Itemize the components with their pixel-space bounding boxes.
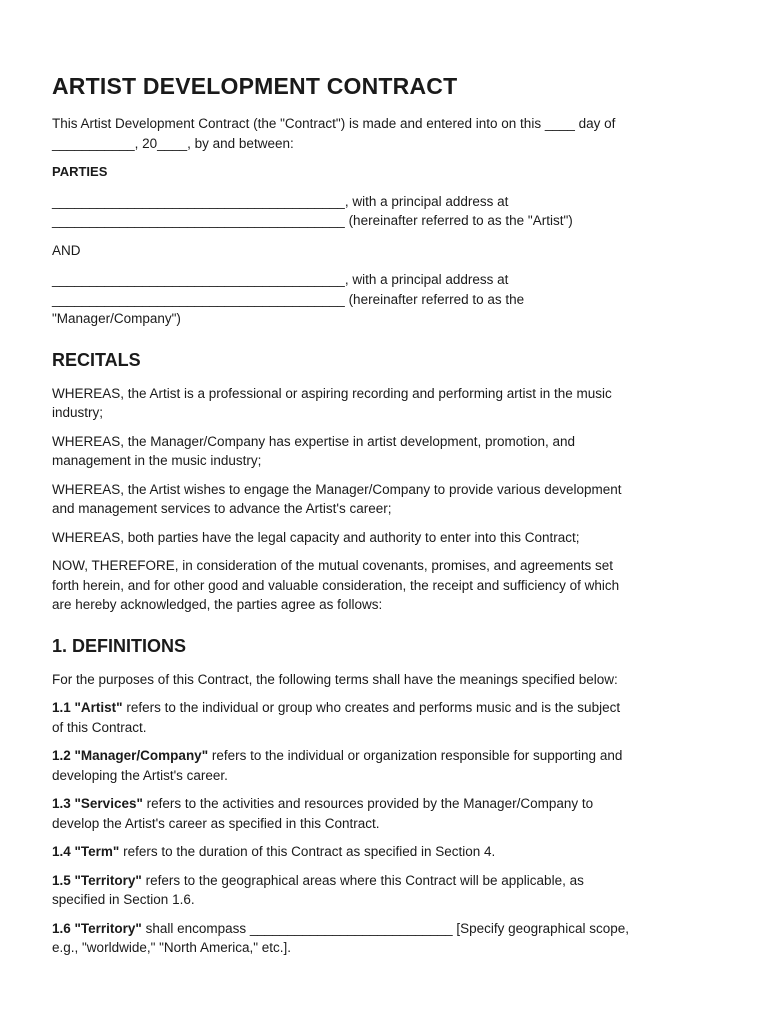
party-line: _______________________________________ (hereinafter referred to as the [52,291,525,307]
definition-line: develop the Artist's career as specified in this Contract. [52,815,380,831]
definition-line [52,842,718,862]
recital-line: WHEREAS, the Manager/Company has expertise in artist development, promotion, and [52,433,576,449]
intro-line: This Artist Development Contract (the "Contract") is made and entered into on this ____ day of [52,116,616,131]
definition-item [52,698,718,737]
recital-paragraph [52,432,718,471]
definition-line: of this Contract. [52,719,147,735]
party-line: _______________________________________, with a principal address at [52,193,509,209]
recital-line: forth herein, and for other good and valuable consideration, the receipt and sufficiency of which [52,577,620,593]
definition-term: 1.1 "Artist" [52,700,123,715]
recital-line: WHEREAS, both parties have the legal capacity and authority to enter into this Contract; [52,529,580,545]
recital-line: WHEREAS, the Artist is a professional or aspiring recording and performing artist in the music [52,385,612,401]
recital-paragraph [52,556,718,615]
party-manager [52,270,718,329]
definition-term: 1.6 "Territory" [52,920,142,936]
party-line: _______________________________________, with a principal address at [52,272,509,287]
definition-line: e.g., "worldwide," "North America," etc.]. [52,940,292,955]
intro-line: ___________, 20____, by and between: [52,135,294,151]
recitals-heading: RECITALS [52,349,141,370]
definition-item [52,746,718,785]
party-artist [52,192,718,231]
definition-line [52,698,718,718]
definition-line [52,871,718,891]
definitions-heading: 1. DEFINITIONS [52,635,187,656]
party-line: "Manager/Company") [52,311,181,326]
definition-line [52,919,718,939]
parties-label: PARTIES [52,164,108,179]
definition-text: refers to the duration of this Contract as specified in Section 4. [119,844,496,859]
recital-line: industry; [52,405,104,420]
definition-line [52,794,718,814]
definition-term: 1.4 "Term" [52,844,120,859]
definition-item [52,871,718,910]
definition-line: specified in Section 1.6. [52,892,195,907]
definition-text: refers to the individual or group who creates and performs music and is the subject [122,700,621,715]
definition-term: 1.2 "Manager/Company" [52,748,209,763]
definition-item [52,794,718,833]
definition-item [52,842,718,862]
definition-item [52,919,718,958]
definition-text: refers to the geographical areas where this Contract will be applicable, as [141,872,584,888]
definition-line: developing the Artist's career. [52,767,228,783]
definition-term: 1.5 "Territory" [52,872,142,888]
document-title: ARTIST DEVELOPMENT CONTRACT [52,73,458,99]
definition-text: refers to the activities and resources provided by the Manager/Company to [142,796,594,811]
recital-paragraph [52,384,718,423]
definition-text: refers to the individual or organization responsible for supporting and [208,748,623,763]
recital-line: and management services to advance the Artist's career; [52,501,392,516]
recital-line: are hereby acknowledged, the parties agree as follows: [52,597,383,612]
definition-text: shall encompass ___________________________ [Specify geographical scope, [141,920,629,936]
recital-paragraph [52,480,718,519]
and-label: AND [52,242,81,258]
intro-paragraph [52,114,718,153]
definition-term: 1.3 "Services" [52,796,143,811]
recital-paragraph [52,528,718,548]
definitions-intro: For the purposes of this Contract, the following terms shall have the meanings specified below: [52,671,618,687]
party-line: _______________________________________ (hereinafter referred to as the "Artist") [52,213,573,228]
definition-line [52,746,718,766]
recital-line: management in the music industry; [52,453,262,468]
recital-line: NOW, THEREFORE, in consideration of the mutual covenants, promises, and agreements set [52,558,614,573]
recital-line: WHEREAS, the Artist wishes to engage the Manager/Company to provide various development [52,481,622,497]
